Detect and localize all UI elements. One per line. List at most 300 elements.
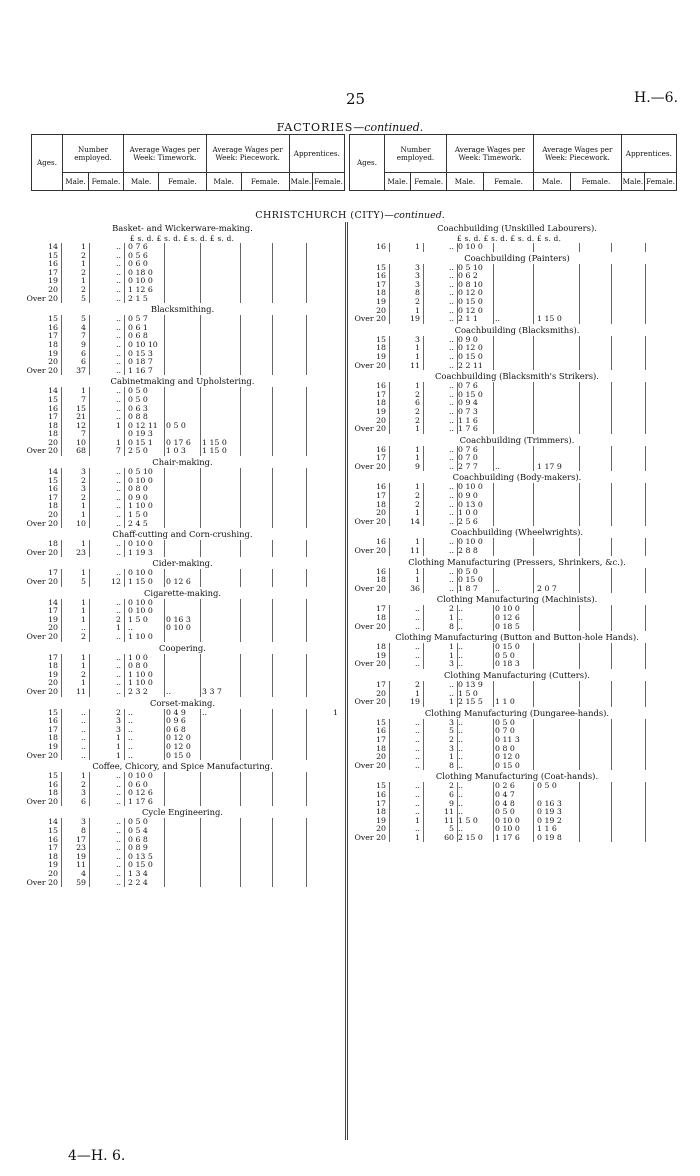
column-rule	[200, 599, 201, 642]
section-title: Clothing Manufacturing (Dungaree-hands).	[424, 707, 610, 718]
column-rule	[124, 569, 125, 586]
piece-cell: 2 0 7	[537, 583, 557, 593]
column-rule	[533, 538, 534, 555]
column-rule	[240, 818, 241, 887]
column-rule	[89, 654, 90, 697]
section-title: Coffee, Chicory, and Spice Manufacturing.	[92, 761, 273, 772]
female-count-cell: ..	[116, 412, 121, 422]
male-count-cell: ..	[415, 798, 420, 808]
column-rule	[164, 315, 165, 375]
age-cell: 16	[376, 537, 386, 547]
female-count-cell: ..	[116, 492, 121, 502]
column-rule	[272, 654, 273, 697]
female-count-cell: 5	[449, 824, 454, 834]
age-cell: 17	[48, 331, 58, 341]
female-count-cell: ..	[116, 547, 121, 557]
time-male-cell: 1 0 0	[128, 652, 148, 662]
male-count-cell: 5	[81, 293, 86, 303]
table-section	[0, 806, 345, 887]
male-count-cell: 3	[415, 262, 420, 272]
table-row	[0, 798, 345, 807]
time-male-cell: 0 7 3	[458, 406, 478, 416]
age-cell: 15	[376, 334, 386, 344]
column-rule	[611, 568, 612, 594]
column-rule	[89, 569, 90, 586]
table-row	[349, 315, 679, 324]
time-male-cell: 2 3 2	[128, 686, 148, 696]
section-rows	[0, 387, 345, 456]
time-male-cell: ..	[458, 752, 463, 762]
section-rows	[349, 719, 679, 771]
age-cell: 20	[376, 824, 386, 834]
table-row	[349, 483, 679, 492]
time-male-cell: 0 6 2	[458, 271, 478, 281]
time-female-cell: ..	[495, 461, 500, 471]
time-male-cell: 0 7 6	[458, 444, 478, 454]
section-rows	[349, 643, 679, 669]
table-row	[349, 501, 679, 510]
column-rule	[457, 719, 458, 771]
female-count-cell: 2	[116, 707, 121, 717]
male-count-cell: 1	[415, 575, 420, 585]
age-cell: 17	[376, 604, 386, 614]
column-rule	[389, 382, 390, 434]
age-cell: 17	[376, 798, 386, 808]
column-rule	[200, 569, 201, 586]
male-count-cell: 5	[81, 577, 86, 586]
table-row	[349, 834, 679, 843]
time-female-cell: ..	[495, 583, 500, 593]
time-female-cell: 1 0 3	[166, 446, 186, 456]
time-female-cell: 0 10 0	[495, 815, 520, 825]
header-male: Male.	[289, 173, 312, 191]
column-rule	[89, 772, 90, 806]
time-male-cell: 0 18 7	[128, 357, 153, 367]
time-male-cell: 1 17 6	[128, 796, 153, 806]
time-female-cell: 0 11 3	[495, 734, 520, 744]
section-title: Cycle Engineering.	[141, 807, 224, 818]
age-cell: Over 20	[354, 760, 386, 770]
header-avg-timework: Average Wages per Week: Timework.	[124, 135, 207, 173]
male-count-cell: 1	[415, 381, 420, 391]
age-cell: 16	[376, 482, 386, 492]
time-female-cell: 1 1 0	[495, 697, 515, 707]
age-cell: Over 20	[354, 583, 386, 593]
female-count-cell: ..	[116, 686, 121, 696]
column-rule	[389, 538, 390, 555]
age-cell: 19	[48, 860, 58, 870]
time-male-cell: 2 5 6	[458, 516, 478, 526]
time-male-cell: 0 6 1	[128, 322, 148, 332]
female-count-cell: ..	[449, 575, 454, 585]
column-rule	[389, 243, 390, 252]
male-count-cell: 3	[81, 484, 86, 494]
title-continued: —continued.	[353, 121, 424, 134]
column-rule	[306, 540, 307, 557]
column-rule	[533, 264, 534, 324]
apprentice-cell: 1	[333, 707, 338, 717]
time-female-cell: 0 6 8	[166, 724, 186, 734]
table-row	[0, 367, 345, 376]
time-male-cell: 0 10 0	[128, 568, 153, 578]
male-count-cell: 1	[81, 539, 86, 549]
female-count-cell: ..	[116, 652, 121, 662]
column-rule	[423, 446, 424, 472]
column-rule	[423, 643, 424, 669]
male-count-cell: 1	[81, 259, 86, 269]
column-rule	[645, 336, 646, 370]
time-male-cell: 2 4 5	[128, 518, 148, 528]
age-cell: 20	[376, 415, 386, 425]
column-rule	[533, 719, 534, 771]
male-count-cell: 1	[81, 678, 86, 688]
column-rule	[457, 605, 458, 631]
time-male-cell: 0 19 3	[128, 429, 153, 439]
column-rule	[240, 709, 241, 761]
male-count-cell: 10	[76, 518, 86, 528]
time-male-cell: 1 5 0	[128, 510, 148, 520]
time-female-cell: 0 15 0	[495, 642, 520, 652]
header-male: Male.	[63, 173, 89, 191]
time-male-cell: 1 5 0	[458, 688, 478, 698]
age-cell: 18	[48, 420, 58, 430]
column-rule	[423, 336, 424, 370]
age-cell: 16	[48, 322, 58, 332]
column-rule	[272, 772, 273, 806]
column-rule	[423, 538, 424, 555]
section-rows	[0, 315, 345, 375]
male-count-cell: 4	[81, 322, 86, 332]
column-rule	[493, 336, 494, 370]
header-female: Female.	[571, 173, 621, 191]
column-rule	[61, 709, 62, 761]
column-rule	[240, 243, 241, 303]
time-male-cell: 2 1 1	[458, 314, 478, 324]
column-rule	[240, 654, 241, 697]
age-cell: 20	[376, 508, 386, 518]
age-cell: Over 20	[26, 796, 58, 806]
column-rule	[124, 709, 125, 761]
section-rows	[349, 605, 679, 631]
page-number: 25	[346, 90, 366, 108]
male-count-cell: 6	[81, 357, 86, 367]
column-rule	[200, 243, 201, 303]
piece-cell: 0 5 0	[537, 781, 557, 791]
column-rule	[423, 568, 424, 594]
male-count-cell: 1	[415, 305, 420, 315]
table-section	[349, 324, 679, 370]
column-rule	[423, 264, 424, 324]
time-male-cell: ..	[458, 734, 463, 744]
male-count-cell: 3	[81, 467, 86, 477]
column-rule	[89, 818, 90, 887]
time-male-cell: 0 6 8	[128, 834, 148, 844]
age-cell: Over 20	[354, 621, 386, 631]
table-row	[349, 681, 679, 690]
table-row	[0, 520, 345, 529]
piece-cell: ..	[202, 707, 207, 717]
female-count-cell: ..	[449, 334, 454, 344]
column-rule	[423, 605, 424, 631]
column-rule	[272, 468, 273, 528]
time-male-cell: ..	[458, 642, 463, 652]
age-cell: 18	[376, 642, 386, 652]
male-count-cell: 1	[415, 482, 420, 492]
column-rule	[164, 818, 165, 887]
table-section	[0, 528, 345, 557]
column-rule	[61, 540, 62, 557]
section-title: Coachbuilding (Wheelwrights).	[450, 527, 584, 538]
female-count-cell: ..	[449, 688, 454, 698]
column-rule	[457, 681, 458, 707]
time-male-cell: ..	[458, 824, 463, 834]
column-rule	[493, 446, 494, 472]
age-cell: Over 20	[354, 546, 386, 556]
age-cell: 19	[48, 276, 58, 286]
male-count-cell: 1	[81, 568, 86, 578]
time-male-cell: ..	[458, 807, 463, 817]
city-continued: —continued.	[384, 210, 445, 221]
column-rule	[579, 681, 580, 707]
male-count-cell: 1	[415, 832, 420, 842]
column-rule	[61, 387, 62, 456]
female-count-cell: 2	[449, 604, 454, 614]
column-rule	[533, 782, 534, 842]
column-rule	[240, 599, 241, 642]
male-count-cell: 3	[415, 279, 420, 289]
time-male-cell: 1 7 6	[458, 424, 478, 434]
column-rule	[533, 643, 534, 669]
female-count-cell: ..	[449, 262, 454, 272]
male-count-cell: 7	[81, 331, 86, 341]
section-rows	[349, 264, 679, 324]
column-rule	[389, 446, 390, 472]
age-cell: Over 20	[354, 424, 386, 434]
male-count-cell: ..	[415, 717, 420, 727]
column-rule	[389, 605, 390, 631]
column-rule	[533, 446, 534, 472]
time-male-cell: 2 7 7	[458, 461, 478, 471]
column-rule	[579, 264, 580, 324]
male-count-cell: 2	[81, 631, 86, 641]
male-count-cell: 3	[81, 817, 86, 827]
table-row	[0, 578, 345, 587]
column-rule	[240, 772, 241, 806]
time-male-cell: 0 8 0	[128, 661, 148, 671]
column-rule	[306, 709, 307, 761]
column-rule	[533, 243, 534, 252]
male-count-cell: 23	[76, 547, 86, 557]
female-count-cell: ..	[116, 284, 121, 294]
column-rule	[272, 709, 273, 761]
female-count-cell: ..	[449, 296, 454, 306]
column-rule	[89, 243, 90, 303]
age-cell: 18	[376, 575, 386, 585]
female-count-cell: ..	[449, 351, 454, 361]
header-male: Male.	[446, 173, 483, 191]
piece-cell: 0 16 3	[537, 798, 562, 808]
age-cell: 16	[376, 444, 386, 454]
column-rule	[124, 468, 125, 528]
column-rule	[124, 243, 125, 303]
male-count-cell: 2	[415, 389, 420, 399]
female-count-cell: 1	[116, 750, 121, 760]
age-cell: 17	[376, 279, 386, 289]
column-rule	[89, 709, 90, 761]
female-count-cell: ..	[449, 482, 454, 492]
section-rows	[0, 709, 345, 761]
age-cell: 16	[48, 403, 58, 413]
time-female-cell: 0 7 0	[495, 726, 515, 736]
table-row	[0, 879, 345, 888]
piece-cell: 1 17 9	[537, 461, 562, 471]
column-rule	[645, 782, 646, 842]
time-male-cell: 0 9 0	[458, 491, 478, 501]
age-cell: 17	[48, 492, 58, 502]
table-row	[349, 336, 679, 345]
column-rule	[306, 243, 307, 303]
age-cell: Over 20	[354, 516, 386, 526]
column-rule	[200, 654, 201, 697]
female-count-cell: ..	[116, 597, 121, 607]
female-count-cell: 1	[449, 697, 454, 707]
female-count-cell: ..	[449, 461, 454, 471]
time-male-cell: 0 7 6	[458, 381, 478, 391]
column-rule	[240, 387, 241, 456]
age-cell: 15	[48, 826, 58, 836]
piece-cell: 0 19 8	[537, 832, 562, 842]
female-count-cell: ..	[449, 415, 454, 425]
male-count-cell: 15	[76, 403, 86, 413]
table-row	[349, 264, 679, 273]
age-cell: 15	[376, 717, 386, 727]
age-cell: Over 20	[354, 659, 386, 669]
table-row	[0, 688, 345, 697]
male-count-cell: ..	[415, 604, 420, 614]
right-column-header	[349, 134, 677, 191]
female-count-cell: ..	[449, 499, 454, 509]
age-cell: 18	[376, 398, 386, 408]
time-female-cell: 0 2 6	[495, 781, 515, 791]
column-rule	[493, 605, 494, 631]
column-rule	[611, 382, 612, 434]
time-male-cell: 0 10 0	[128, 475, 153, 485]
table-row	[349, 344, 679, 353]
female-count-cell: ..	[116, 501, 121, 511]
time-male-cell: 2 5 0	[128, 446, 148, 456]
column-rule	[200, 468, 201, 528]
column-rule	[493, 264, 494, 324]
time-male-cell: ..	[128, 733, 133, 743]
column-rule	[457, 336, 458, 370]
male-count-cell: 1	[415, 537, 420, 547]
piece-cell: 0 19 2	[537, 815, 562, 825]
female-count-cell: ..	[449, 381, 454, 391]
column-rule	[533, 336, 534, 370]
time-male-cell: 0 12 11	[128, 420, 158, 430]
age-cell: 16	[376, 271, 386, 281]
column-rule	[579, 605, 580, 631]
male-count-cell: 1	[415, 444, 420, 454]
male-count-cell: 2	[415, 406, 420, 416]
male-count-cell: 1	[81, 661, 86, 671]
age-cell: 15	[48, 475, 58, 485]
column-rule	[124, 654, 125, 697]
column-rule	[124, 599, 125, 642]
column-rule	[457, 446, 458, 472]
male-count-cell: 2	[81, 250, 86, 260]
female-count-cell: ..	[116, 661, 121, 671]
time-male-cell: 0 10 0	[128, 539, 153, 549]
male-count-cell: 11	[410, 546, 420, 556]
time-male-cell: 1 10 0	[128, 631, 153, 641]
column-rule	[611, 446, 612, 472]
column-rule	[164, 243, 165, 303]
female-count-cell: ..	[449, 537, 454, 547]
age-cell: 17	[376, 389, 386, 399]
male-count-cell: 3	[81, 788, 86, 798]
column-rule	[611, 336, 612, 370]
time-male-cell: 0 5 4	[128, 826, 148, 836]
left-column	[0, 222, 345, 887]
column-rule	[61, 772, 62, 806]
male-count-cell: ..	[81, 733, 86, 743]
table-section	[349, 593, 679, 631]
time-male-cell: ..	[458, 781, 463, 791]
column-rule	[493, 382, 494, 434]
age-cell: 16	[48, 716, 58, 726]
male-count-cell: 19	[410, 314, 420, 324]
column-rule	[423, 681, 424, 707]
column-rule	[306, 654, 307, 697]
age-cell: 17	[376, 491, 386, 501]
age-cell: 14	[48, 817, 58, 827]
column-rule	[200, 709, 201, 761]
header-female: Female.	[313, 173, 345, 191]
column-rule	[645, 605, 646, 631]
column-rule	[164, 709, 165, 761]
table-section	[0, 375, 345, 456]
male-count-cell: 1	[81, 242, 86, 251]
age-cell: 18	[376, 807, 386, 817]
table-row	[0, 633, 345, 642]
column-rule	[61, 599, 62, 642]
male-count-cell: 3	[415, 271, 420, 281]
female-count-cell: 1	[449, 642, 454, 652]
age-cell: 17	[48, 843, 58, 853]
female-count-cell: ..	[116, 484, 121, 494]
male-count-cell: ..	[415, 824, 420, 834]
time-female-cell: 1 17 6	[495, 832, 520, 842]
column-rule	[611, 483, 612, 526]
time-male-cell: 1 16 7	[128, 365, 153, 375]
time-male-cell: 0 5 6	[128, 250, 148, 260]
age-cell: 18	[48, 501, 58, 511]
piece-cell: 1 15 0	[202, 437, 227, 447]
male-count-cell: 2	[81, 284, 86, 294]
age-cell: 19	[376, 351, 386, 361]
male-count-cell: ..	[415, 789, 420, 799]
table-row	[349, 568, 679, 577]
page-title	[0, 121, 700, 134]
column-rule	[389, 336, 390, 370]
male-count-cell: 8	[415, 288, 420, 298]
male-count-cell: 6	[415, 398, 420, 408]
time-male-cell: 2 2 11	[458, 360, 483, 370]
section-title: Coachbuilding (Painters)	[464, 252, 570, 263]
column-rule	[423, 719, 424, 771]
female-count-cell: 11	[444, 807, 454, 817]
